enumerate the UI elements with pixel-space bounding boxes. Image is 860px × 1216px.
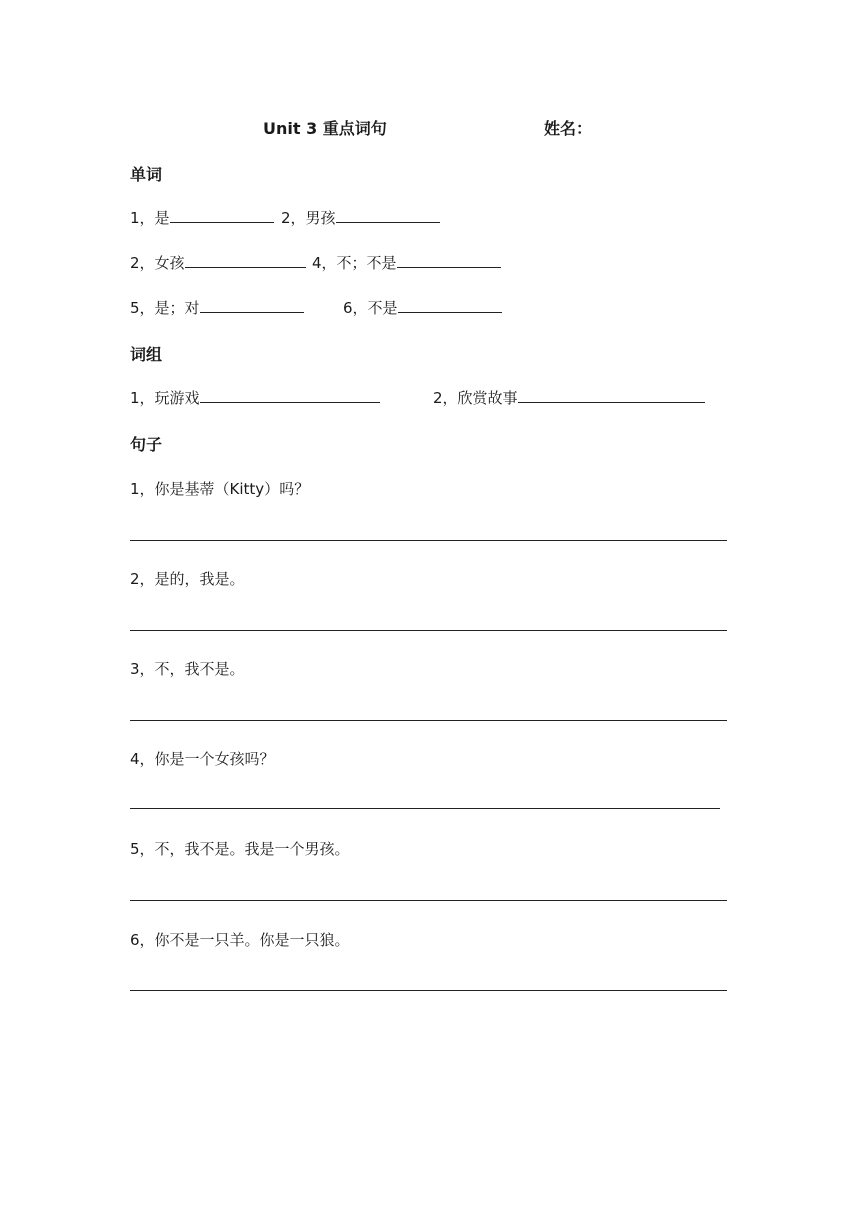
phrase-blank[interactable] <box>200 388 380 403</box>
worksheet-title: Unit 3 重点词句 <box>263 119 387 138</box>
word-item <box>343 297 502 318</box>
answer-line[interactable] <box>130 900 727 901</box>
answer-line[interactable] <box>130 808 720 809</box>
answer-line[interactable] <box>130 990 727 991</box>
word-label: 5，是；对 <box>130 299 200 317</box>
words-heading: 单词 <box>130 165 163 184</box>
sentence-prompt: 5，不，我不是。我是一个男孩。 <box>130 840 350 858</box>
word-item <box>130 297 304 318</box>
word-item <box>312 252 501 273</box>
sentence-prompt: 6，你不是一只羊。你是一只狼。 <box>130 931 350 949</box>
word-item <box>130 207 274 228</box>
word-label: 6，不是 <box>343 299 398 317</box>
sentence-prompt: 1，你是基蒂（Kitty）吗？ <box>130 480 310 498</box>
sentence-prompt: 2，是的，我是。 <box>130 570 245 588</box>
phrase-label: 1，玩游戏 <box>130 389 200 407</box>
answer-line[interactable] <box>130 630 727 631</box>
word-blank[interactable] <box>200 298 304 313</box>
word-blank[interactable] <box>185 253 306 268</box>
word-item <box>281 207 440 228</box>
answer-line[interactable] <box>130 540 727 541</box>
word-blank[interactable] <box>397 253 501 268</box>
name-label: 姓名： <box>544 119 593 138</box>
sentences-heading: 句子 <box>130 435 163 454</box>
word-label: 4，不；不是 <box>312 254 397 272</box>
word-label: 2，女孩 <box>130 254 185 272</box>
word-blank[interactable] <box>336 208 440 223</box>
word-blank[interactable] <box>398 298 502 313</box>
phrases-heading: 词组 <box>130 345 163 364</box>
phrase-item <box>433 387 705 408</box>
word-blank[interactable] <box>170 208 274 223</box>
phrase-blank[interactable] <box>518 388 705 403</box>
word-label: 2，男孩 <box>281 209 336 227</box>
sentence-prompt: 3，不，我不是。 <box>130 660 245 678</box>
word-label: 1，是 <box>130 209 170 227</box>
answer-line[interactable] <box>130 720 727 721</box>
phrase-item <box>130 387 380 408</box>
sentence-prompt: 4，你是一个女孩吗？ <box>130 750 275 768</box>
word-item <box>130 252 306 273</box>
phrase-label: 2，欣赏故事 <box>433 389 518 407</box>
